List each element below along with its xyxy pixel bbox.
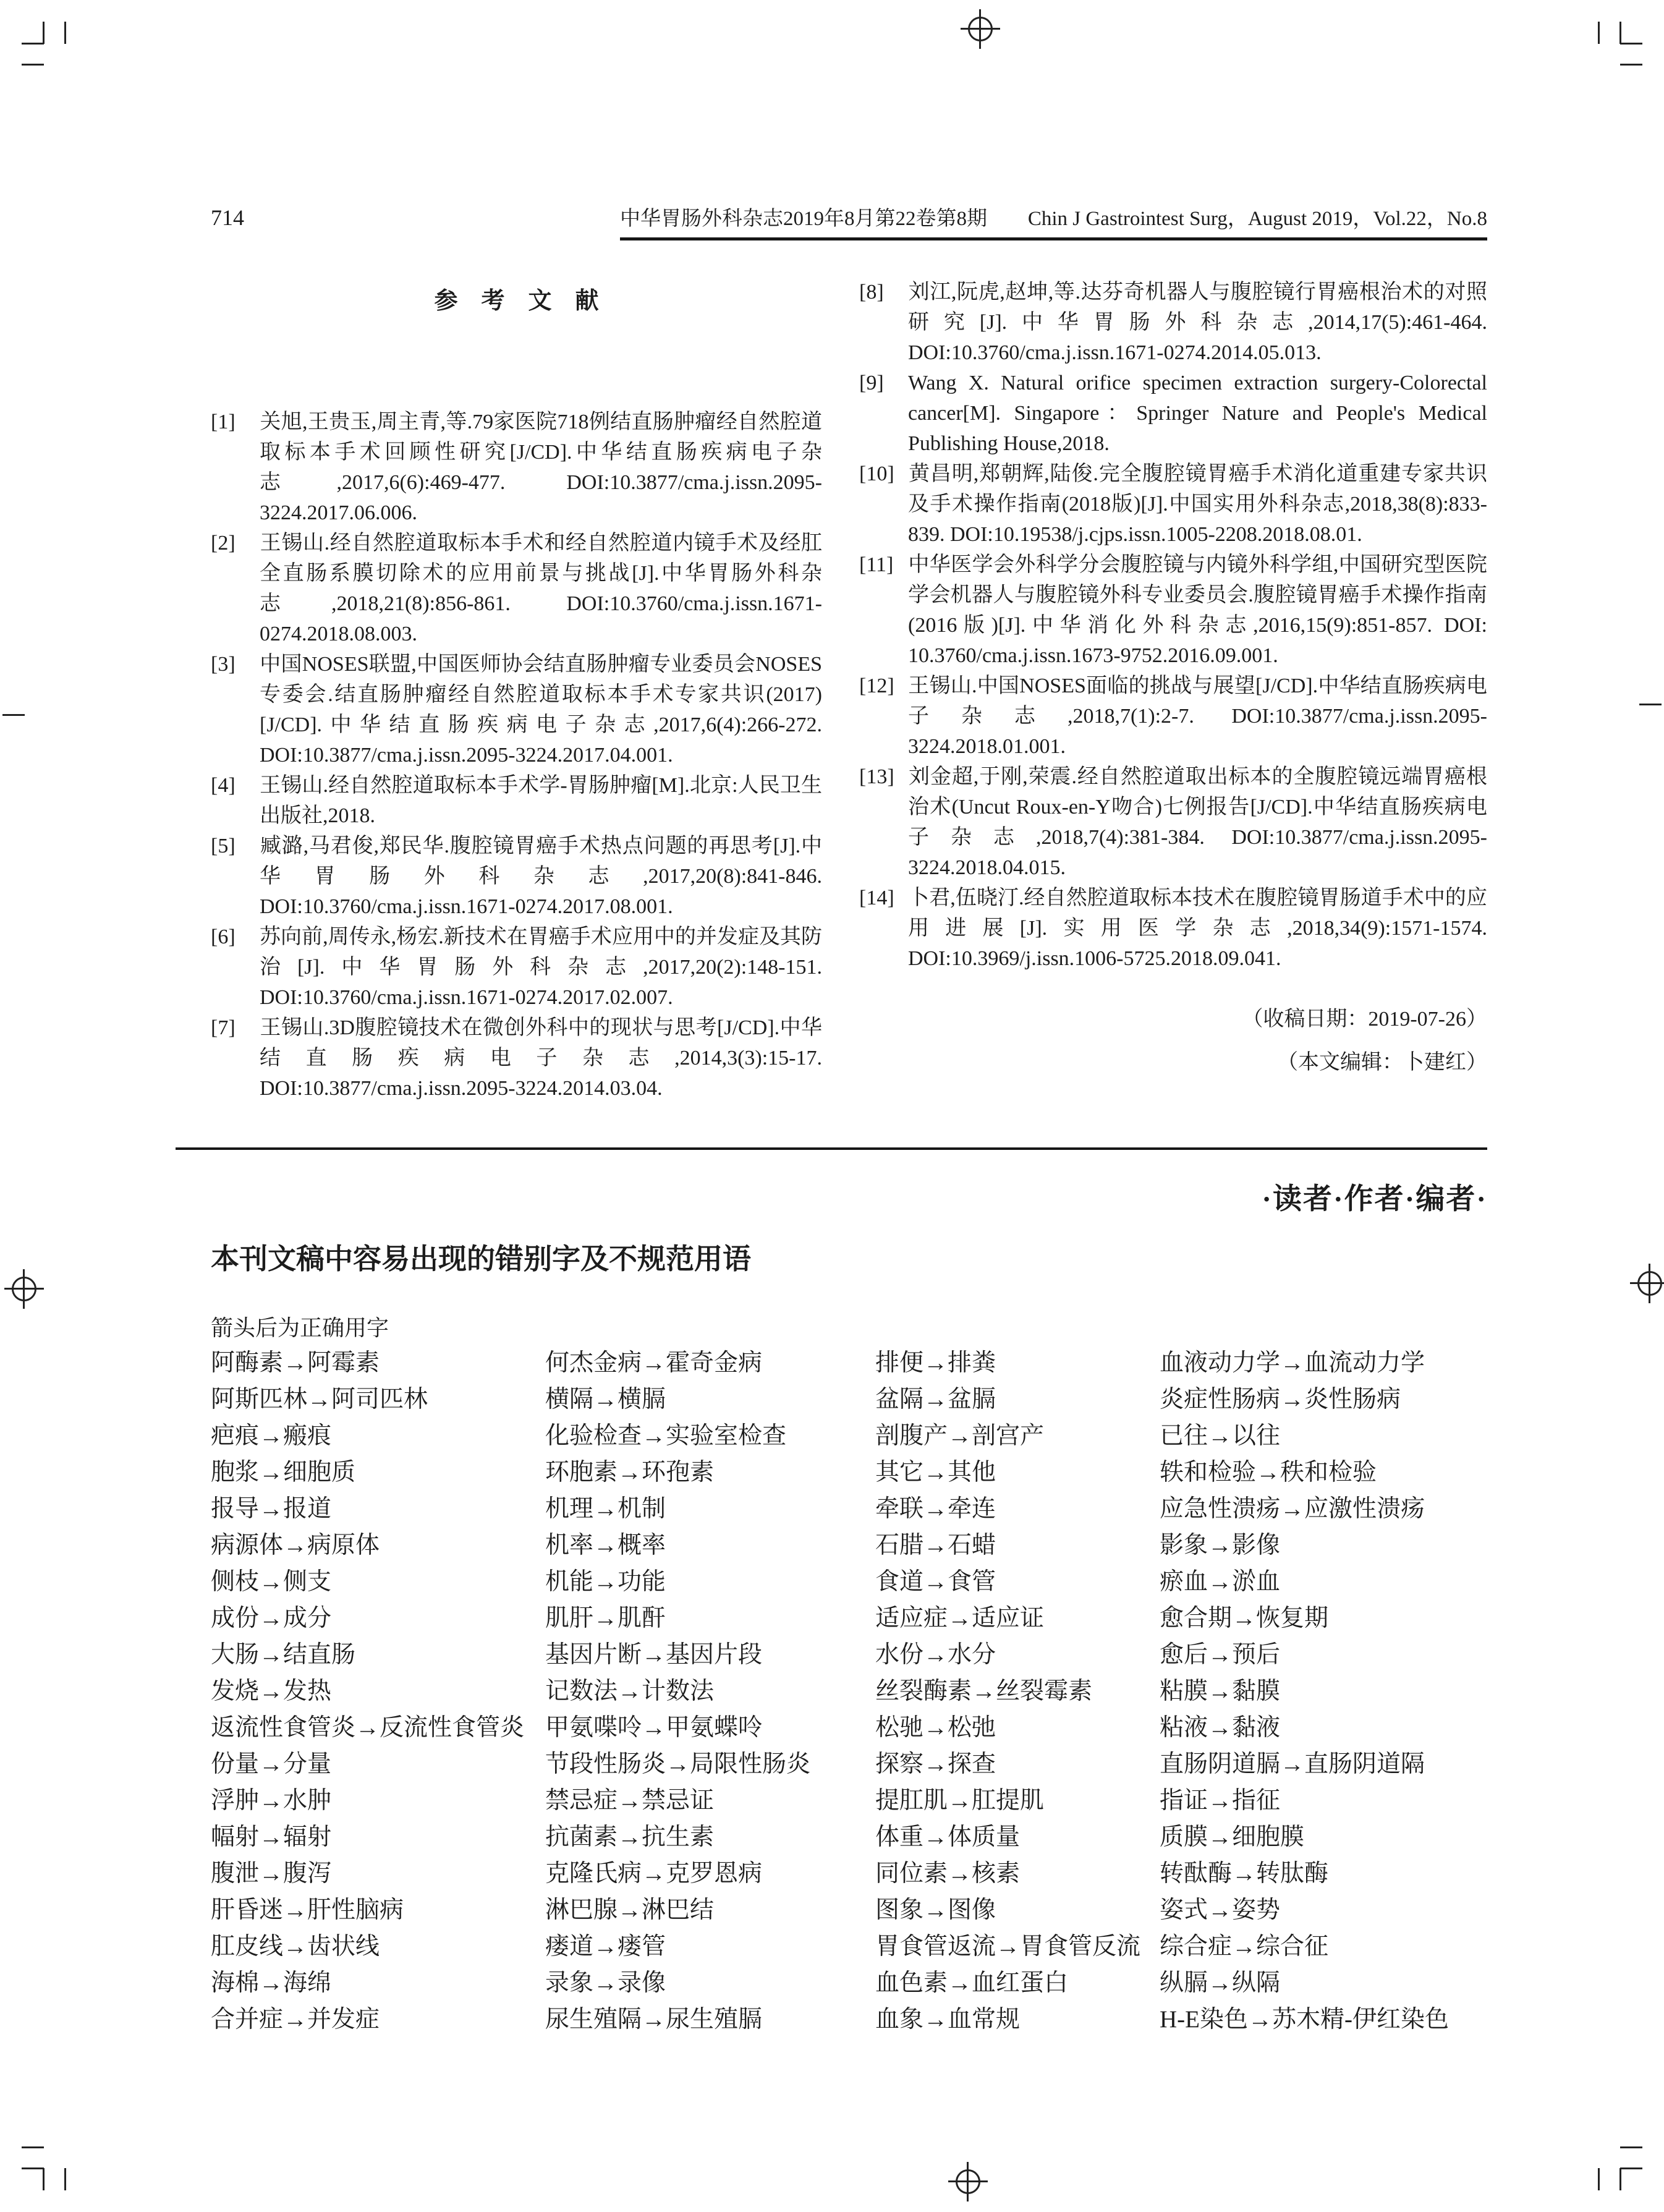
reference-text: 王锡山.中国NOSES面临的挑战与展望[J/CD].中华结直肠疾病电子杂志,2018,7(1):2-7. DOI:10.3877/cma.j.issn.2095-3224.2018.01.001. [908,674,1487,758]
typo-row: 质膜→细胞膜 [1160,1824,1305,1850]
reference-item [211,1013,822,1104]
typo-row: 幅射→辐射 [211,1824,332,1850]
typo-row: 成份→成分 [211,1605,332,1631]
typo-row: 机率→概率 [545,1532,666,1559]
reference-text: 黄昌明,郑朝辉,陆俊.完全腹腔镜胃癌手术消化道重建专家共识及手术操作指南(2018版)[J].中国实用外科杂志,2018,38(8):833-839. DOI:10.19538/j.cjps.issn.1005-2208.2018.08.01. [908,462,1487,546]
section-label: ·读者·作者·编者· [1262,1183,1487,1215]
typo-column-3 [875,1345,1160,2038]
typo-row: 粘液→黏液 [1160,1714,1281,1741]
reference-item [211,770,822,831]
typo-row: 剖腹产→剖宫产 [875,1423,1045,1449]
crop-mark [64,2168,66,2190]
registration-mark [961,9,1000,49]
typo-row: 录象→录像 [545,1970,666,1996]
typo-row: 姿式→姿势 [1160,1897,1281,1923]
typo-row: 环胞素→环孢素 [545,1459,715,1486]
typo-row: 体重→体质量 [875,1824,1021,1850]
typo-row: 疤痕→瘢痕 [211,1423,332,1449]
typo-row: 综合症→综合征 [1160,1933,1329,1960]
typo-row: 淋巴腺→淋巴结 [545,1897,715,1923]
typo-row: 同位素→核素 [875,1860,1021,1887]
reference-text: Wang X. Natural orifice specimen extraction surgery-Colorectal cancer[M]. Singapore：Springer Nature and People's Medical Publishing House,2018. [908,372,1487,455]
typo-row: 合并症→并发症 [211,2006,380,2033]
reference-item [211,407,822,528]
typo-row: 抗菌素→抗生素 [545,1824,715,1850]
crop-mark [1620,64,1642,66]
typo-row: 海棉→海绵 [211,1970,332,1996]
reference-number: [10] [859,462,894,485]
typo-row: 发烧→发热 [211,1678,332,1704]
reference-number: [7] [211,1016,236,1039]
journal-header [620,206,1487,231]
typo-column-4 [1160,1345,1487,2038]
typo-row: 石腊→石蜡 [875,1532,996,1559]
references-right-column [859,277,1487,1080]
typo-row: 克隆氏病→克罗恩病 [545,1860,763,1887]
reference-item [859,762,1487,883]
reference-item [859,277,1487,368]
typo-row: 返流性食管炎→反流性食管炎 [211,1714,525,1741]
reference-number: [4] [211,774,236,797]
crop-mark [43,22,45,44]
reference-number: [1] [211,410,236,433]
reference-text: 王锡山.经自然腔道取标本手术学-胃肠肿瘤[M].北京:人民卫生出版社,2018. [260,774,822,827]
typo-row: 瘘道→瘘管 [545,1933,666,1960]
typo-row: 腹泄→腹泻 [211,1860,332,1887]
typo-row: 牵联→牵连 [875,1495,996,1522]
typo-row: 其它→其他 [875,1459,996,1486]
typo-row: 愈后→预后 [1160,1641,1281,1668]
reference-item [859,671,1487,762]
reference-text: 卜君,伍晓汀.经自然腔道取标本技术在腹腔镜胃肠道手术中的应用进展[J].实用医学杂志,2018,34(9):1571-1574. DOI:10.3969/j.issn.1006-5725.2018.09.041. [908,887,1487,970]
reference-text: 臧潞,马君俊,郑民华.腹腔镜胃癌手术热点问题的再思考[J].中华胃肠外科杂志,2017,20(8):841-846. DOI:10.3760/cma.j.issn.1671-0274.2017.08.001. [260,835,822,918]
typo-row: 胃食管返流→胃食管反流 [875,1933,1141,1960]
typo-row: 炎症性肠病→炎性肠病 [1160,1386,1401,1413]
crop-mark [22,2146,44,2148]
typo-row: 应急性溃疡→应激性溃疡 [1160,1495,1425,1522]
reference-item [211,528,822,649]
crop-mark [1598,2168,1600,2190]
typo-row: 轶和检验→秩和检验 [1160,1459,1377,1486]
typo-row: 大肠→结直肠 [211,1641,356,1668]
typo-row: 探察→探查 [875,1751,996,1777]
reference-item [859,368,1487,459]
typo-row: 肛皮线→齿状线 [211,1933,380,1960]
registration-mark [1630,1264,1664,1303]
typo-row: 食道→食管 [875,1568,996,1595]
typo-row: 纵膈→纵隔 [1160,1970,1281,1996]
typo-row: 病源体→病原体 [211,1532,380,1559]
typo-row: 浮肿→水肿 [211,1787,332,1814]
reference-text: 关旭,王贵玉,周主青,等.79家医院718例结直肠肿瘤经自然腔道取标本手术回顾性研究[J/CD].中华结直肠疾病电子杂志,2017,6(6):469-477. DOI:10.3877/cma.j.issn.2095-3224.2017.06.006. [260,410,822,524]
typo-row: 胞浆→细胞质 [211,1459,356,1486]
reference-number: [5] [211,835,236,857]
reference-number: [11] [859,553,894,576]
typo-row: 血象→血常规 [875,2006,1021,2033]
typo-row: 化验检查→实验室检查 [545,1423,787,1449]
typo-row: 愈合期→恢复期 [1160,1605,1329,1631]
reference-number: [14] [859,887,894,909]
typo-column-1 [211,1345,545,2038]
crop-mark [1619,2168,1621,2190]
crop-mark [1620,43,1642,45]
reference-item [211,831,822,922]
typo-row: 份量→分量 [211,1751,332,1777]
references-heading: 参 考 文 献 [434,288,599,314]
crop-mark [1598,22,1600,44]
registration-mark [948,2162,988,2201]
typo-row: 禁忌症→禁忌证 [545,1787,715,1814]
crop-mark [1620,2146,1642,2148]
crop-mark [1639,704,1662,705]
reference-text: 苏向前,周传永,杨宏.新技术在胃癌手术应用中的并发症及其防治[J].中华胃肠外科杂志,2017,20(2):148-151. DOI:10.3760/cma.j.issn.1671-0274.2017.02.007. [260,925,822,1009]
typo-row: 排便→排粪 [875,1350,996,1376]
references-left-column [211,281,822,1104]
typo-row: 适应症→适应证 [875,1605,1045,1631]
crop-mark [2,714,25,716]
reference-text: 中华医学会外科学分会腹腔镜与内镜外科学组,中国研究型医院学会机器人与腹腔镜外科专业委员会.腹腔镜胃癌手术操作指南(2016版)[J].中华消化外科杂志,2016,15(9):851-857. DOI: 10.3760/cma.j.issn.1673-9752.2016.09.001. [908,553,1487,667]
typo-row: 机理→机制 [545,1495,666,1522]
typo-row: 尿生殖隔→尿生殖膈 [545,2006,763,2033]
crop-mark [22,43,44,45]
typo-row: 粘膜→黏膜 [1160,1678,1281,1704]
reference-text: 王锡山.3D腹腔镜技术在微创外科中的现状与思考[J/CD].中华结直肠疾病电子杂志,2014,3(3):15-17. DOI:10.3877/cma.j.issn.2095-3224.2014.03.04. [260,1016,822,1100]
reference-text: 刘江,阮虎,赵坤,等.达芬奇机器人与腹腔镜行胃癌根治术的对照研究[J].中华胃肠外科杂志,2014,17(5):461-464. DOI:10.3760/cma.j.issn.1671-0274.2014.05.013. [908,281,1487,364]
typo-row: 节段性肠炎→局限性肠炎 [545,1751,811,1777]
typo-row: 阿酶素→阿霉素 [211,1350,380,1376]
typo-row: 记数法→计数法 [545,1678,715,1704]
typo-row: 阿斯匹林→阿司匹林 [211,1386,428,1413]
crop-mark [64,22,66,44]
crop-mark [1619,22,1621,44]
reference-number: [2] [211,532,236,555]
journal-title-cn: 中华胃肠外科杂志2019年8月第22卷第8期 [620,208,987,230]
reference-item [859,459,1487,550]
typo-table [211,1345,1487,2038]
typo-row: 侧枝→侧支 [211,1568,332,1595]
typo-row: 影象→影像 [1160,1532,1281,1559]
section-title: 本刊文稿中容易出现的错别字及不规范用语 [211,1243,751,1275]
reference-text: 王锡山.经自然腔道取标本手术和经自然腔道内镜手术及经肛全直肠系膜切除术的应用前景与挑战[J].中华胃肠外科杂志,2018,21(8):856-861. DOI:10.3760/cma.j.issn.1671-0274.2018.08.003. [260,532,822,645]
typo-row: 肝昏迷→肝性脑病 [211,1897,404,1923]
typo-row: 横隔→横膈 [545,1386,666,1413]
typo-row: H-E染色→苏木精-伊红染色 [1160,2006,1449,2033]
typo-row: 提肛肌→肛提肌 [875,1787,1045,1814]
typo-row: 肌肝→肌酐 [545,1605,666,1631]
typo-column-2 [545,1345,875,2038]
typo-row: 指证→指征 [1160,1787,1281,1814]
section-note: 箭头后为正确用字 [211,1316,389,1340]
header-rule [620,237,1487,240]
reference-item [859,883,1487,974]
typo-row: 甲氨喋呤→甲氨蝶呤 [545,1714,763,1741]
typo-row: 水份→水分 [875,1641,996,1668]
reference-number: [13] [859,765,894,788]
typo-row: 血液动力学→血流动力学 [1160,1350,1425,1376]
reference-item [859,550,1487,671]
crop-mark [22,64,44,66]
reference-item [211,922,822,1013]
typo-row: 瘀血→淤血 [1160,1568,1281,1595]
journal-title-en: Chin J Gastrointest Surg，August 2019，Vol.22，No.8 [1027,208,1487,230]
typo-row: 报导→报道 [211,1495,332,1522]
section-divider [176,1147,1487,1150]
crop-mark [1620,2167,1642,2169]
crop-mark [43,2168,45,2190]
editor-note: （本文编辑：卜建红） [1277,1051,1487,1074]
typo-row: 转酞酶→转肽酶 [1160,1860,1329,1887]
reference-number: [6] [211,925,236,948]
reference-item [211,649,822,770]
reference-number: [12] [859,674,894,697]
page-number: 714 [211,205,244,230]
typo-row: 丝裂酶素→丝裂霉素 [875,1678,1093,1704]
typo-row: 直肠阴道膈→直肠阴道隔 [1160,1751,1425,1777]
reference-text: 中国NOSES联盟,中国医师协会结直肠肿瘤专业委员会NOSES专委会.结直肠肿瘤经自然腔道取标本手术专家共识(2017)[J/CD].中华结直肠疾病电子杂志,2017,6(4):266-272. DOI:10.3877/cma.j.issn.2095-3224.2017.04.001. [260,653,822,767]
typo-row: 已往→以往 [1160,1423,1281,1449]
typo-row: 基因片断→基因片段 [545,1641,763,1668]
reference-text: 刘金超,于刚,荣震.经自然腔道取出标本的全腹腔镜远端胃癌根治术(Uncut Roux-en-Y吻合)七例报告[J/CD].中华结直肠疾病电子杂志,2018,7(4):381-384. DOI:10.3877/cma.j.issn.2095-3224.2018.04.015. [908,765,1487,879]
typo-row: 机能→功能 [545,1568,666,1595]
received-date: （收稿日期：2019-07-26） [1242,1008,1487,1031]
typo-row: 松驰→松弛 [875,1714,996,1741]
typo-row: 血色素→血红蛋白 [875,1970,1069,1996]
typo-row: 图象→图像 [875,1897,996,1923]
registration-mark [4,1269,44,1309]
reference-number: [3] [211,653,236,676]
typo-row: 何杰金病→霍奇金病 [545,1350,763,1376]
reference-number: [9] [859,372,884,394]
typo-row: 盆隔→盆膈 [875,1386,996,1413]
reference-number: [8] [859,281,884,304]
crop-mark [22,2167,44,2169]
